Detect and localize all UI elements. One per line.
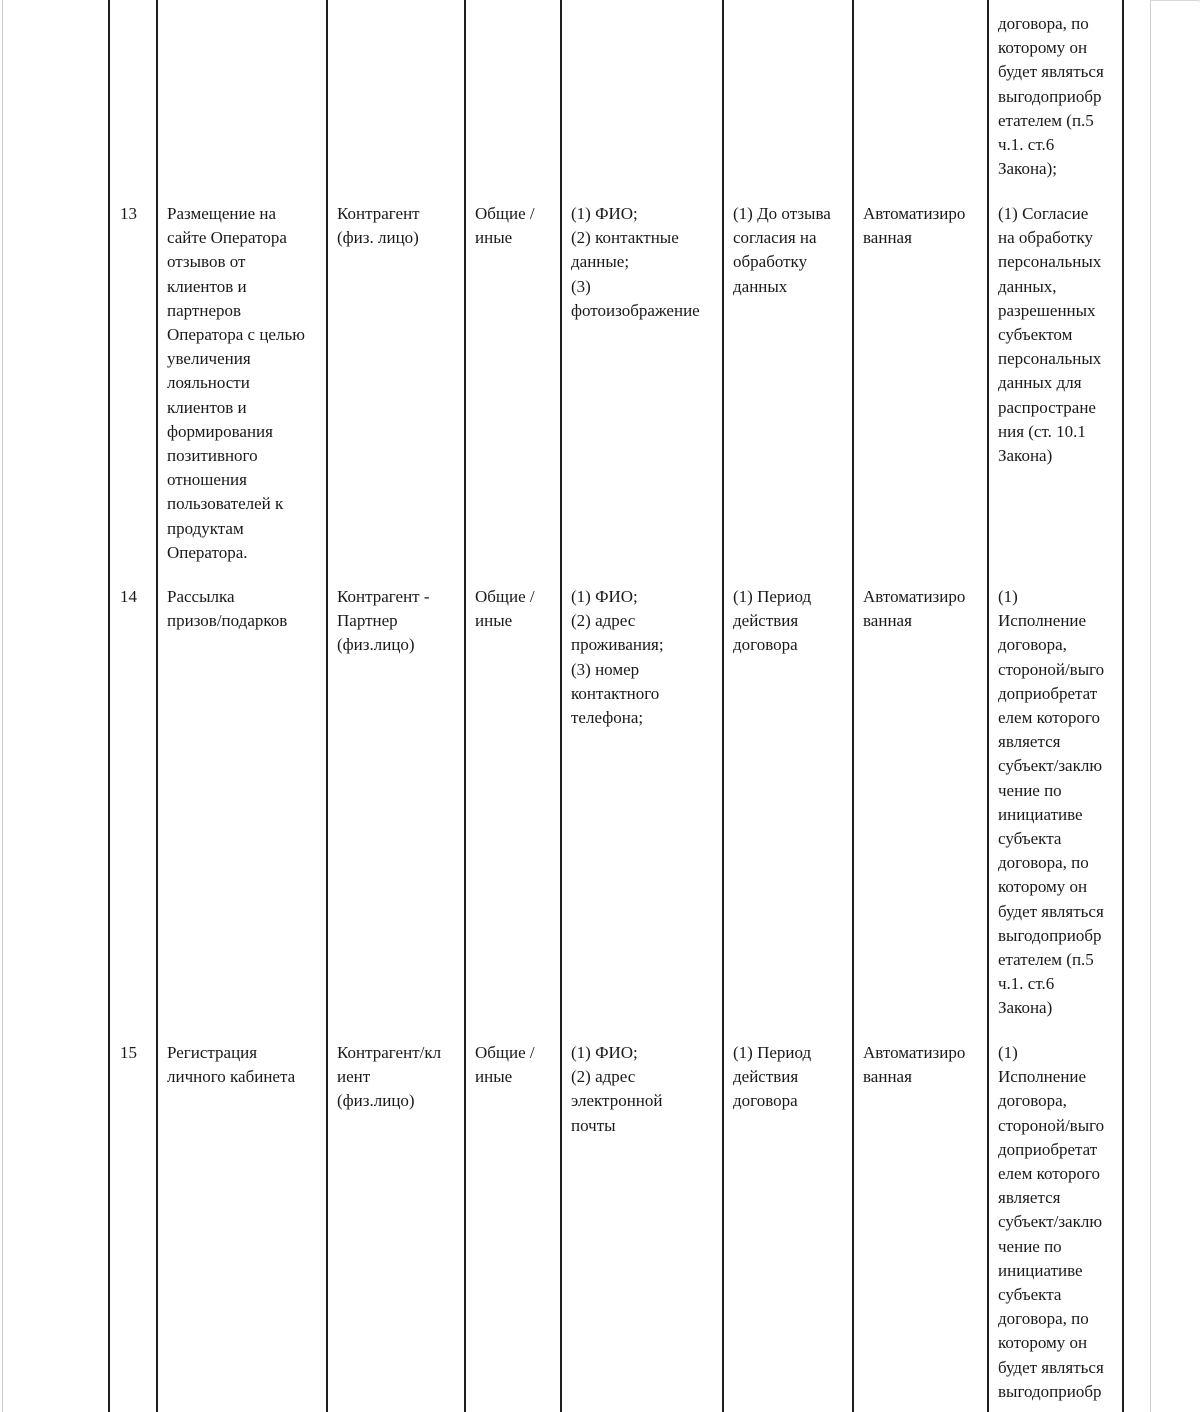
text-line: позитивного	[167, 446, 258, 466]
text-line: субъекта	[998, 829, 1062, 849]
legal-basis	[998, 202, 1101, 468]
processing-period	[733, 1041, 811, 1114]
text-line: елем которого	[998, 708, 1101, 728]
text-line: субъектом	[998, 325, 1073, 345]
text-line: (2) контактные	[571, 228, 679, 248]
text-line: которому он	[998, 1333, 1088, 1353]
text-line: стороной/выго	[998, 1115, 1105, 1135]
text-line: (1) До отзыва	[733, 204, 831, 223]
column-rule	[156, 0, 158, 1412]
text-line: Регистрация	[167, 1043, 258, 1062]
text-line: сайте Оператора	[167, 228, 287, 248]
text-line: иные	[475, 1067, 513, 1087]
page-edge	[1150, 0, 1151, 1412]
text-line: (1)	[998, 587, 1018, 606]
text-line: личного кабинета	[167, 1067, 296, 1087]
text-line: (1)	[998, 1043, 1018, 1062]
text-line: договора	[733, 635, 798, 655]
text-line: стороной/выго	[998, 659, 1105, 679]
text-line: Контрагент/кл	[337, 1043, 442, 1062]
text-line: обработку	[733, 252, 808, 272]
text-line: (3)	[571, 276, 591, 296]
text-line: субъект/заклю	[998, 1212, 1103, 1232]
data-subject	[337, 585, 430, 658]
text-line: увеличения	[167, 349, 251, 369]
text-line: (1) Согласие	[998, 204, 1089, 223]
column-rule	[1122, 0, 1124, 1412]
text-line: Закона)	[998, 446, 1053, 466]
data-category	[475, 585, 535, 633]
text-line: Оператора.	[167, 542, 248, 562]
text-line: которому он	[998, 38, 1088, 58]
processing-purpose	[167, 202, 305, 565]
text-line: отзывов от	[167, 252, 246, 272]
text-line: (1) ФИО;	[571, 587, 638, 606]
text-line: (2) адрес	[571, 611, 636, 631]
text-line: Общие /	[475, 587, 535, 606]
column-rule	[464, 0, 466, 1412]
processing-purpose	[167, 585, 287, 633]
text-line: отношения	[167, 470, 247, 490]
text-line: выгодоприобр	[998, 925, 1102, 945]
text-line: данных для	[998, 373, 1082, 393]
text-line: (физ.лицо)	[337, 1091, 415, 1111]
personal-data-list	[571, 585, 664, 730]
processing-method	[863, 585, 965, 633]
text-line: Оператора с целью	[167, 325, 305, 345]
text-line: клиентов и	[167, 276, 247, 296]
text-line: Закона)	[998, 998, 1053, 1018]
text-line: Исполнение	[998, 1067, 1087, 1087]
text-line: чение по	[998, 1236, 1062, 1256]
text-line: будет являться	[998, 62, 1104, 82]
processing-method	[863, 202, 965, 250]
processing-period	[733, 585, 811, 658]
text-line: Контрагент	[337, 204, 420, 223]
text-line: данных,	[998, 276, 1057, 296]
text-line: является	[998, 732, 1061, 752]
text-line: (1) ФИО;	[571, 1043, 638, 1062]
text-line: будет являться	[998, 1357, 1104, 1377]
text-line: Партнер	[337, 611, 398, 631]
text-line: доприобретат	[998, 683, 1098, 703]
text-line: субъекта	[998, 1285, 1062, 1305]
text-line: лояльности	[167, 373, 250, 393]
personal-data-list	[571, 1041, 662, 1138]
text-line: персональных	[998, 252, 1102, 272]
data-subject	[337, 202, 420, 250]
text-line: ч.1. ст.6	[998, 135, 1055, 155]
text-line: чение по	[998, 780, 1062, 800]
text-line: инициативе	[998, 804, 1083, 824]
text-line: Размещение на	[167, 204, 277, 223]
page-edge	[2, 0, 3, 1412]
text-line: распростране	[998, 397, 1096, 417]
text-line: (3) номер	[571, 659, 640, 679]
text-line: елем которого	[998, 1164, 1101, 1184]
column-rule	[108, 0, 110, 1412]
page-corner	[1150, 0, 1200, 4]
row-number: 14	[120, 587, 137, 606]
text-line: Автоматизиро	[863, 587, 966, 606]
text-line: согласия на	[733, 228, 817, 248]
text-line: пользователей к	[167, 494, 284, 514]
text-line: (1) ФИО;	[571, 204, 638, 223]
text-line: Контрагент -	[337, 587, 430, 606]
continued-legal-basis	[998, 12, 1104, 181]
text-line: ния (ст. 10.1	[998, 421, 1086, 441]
text-line: договора, по	[998, 853, 1089, 873]
legal-basis	[998, 1041, 1104, 1404]
row-number: 15	[120, 1043, 137, 1062]
text-line: проживания;	[571, 635, 664, 655]
text-line: выгодоприобр	[998, 1381, 1102, 1401]
text-line: на обработку	[998, 228, 1093, 248]
text-line: разрешенных	[998, 300, 1096, 320]
data-subject	[337, 1041, 441, 1114]
text-line: (1) Период	[733, 1043, 812, 1062]
text-line: партнеров	[167, 300, 242, 320]
text-line: иные	[475, 611, 513, 631]
text-line: (физ. лицо)	[337, 228, 419, 248]
text-line: договора,	[998, 1091, 1067, 1111]
text-line: контактного	[571, 683, 660, 703]
text-line: данные;	[571, 252, 630, 272]
text-line: иные	[475, 228, 513, 248]
text-line: Исполнение	[998, 611, 1087, 631]
column-rule	[326, 0, 328, 1412]
text-line: иент	[337, 1067, 371, 1087]
text-line: ч.1. ст.6	[998, 974, 1055, 994]
data-category	[475, 1041, 535, 1089]
text-line: действия	[733, 1067, 799, 1087]
text-line: фотоизображение	[571, 300, 700, 320]
text-line: которому он	[998, 877, 1088, 897]
processing-method	[863, 1041, 965, 1089]
column-rule	[852, 0, 854, 1412]
text-line: Автоматизиро	[863, 1043, 966, 1062]
text-line: персональных	[998, 349, 1102, 369]
text-line: формирования	[167, 421, 273, 441]
column-rule	[560, 0, 562, 1412]
text-line: является	[998, 1188, 1061, 1208]
text-line: почты	[571, 1115, 616, 1135]
column-rule	[987, 0, 989, 1412]
text-line: договора,	[998, 635, 1067, 655]
text-line: договора, по	[998, 14, 1089, 33]
text-line: выгодоприобр	[998, 86, 1102, 106]
text-line: призов/подарков	[167, 611, 288, 631]
text-line: субъект/заклю	[998, 756, 1103, 776]
text-line: доприобретат	[998, 1139, 1098, 1159]
text-line: телефона;	[571, 708, 644, 728]
text-line: етателем (п.5	[998, 110, 1094, 130]
text-line: ванная	[863, 1067, 912, 1087]
text-line: данных	[733, 276, 788, 296]
text-line: продуктам	[167, 518, 244, 538]
text-line: договора	[733, 1091, 798, 1111]
text-line: Общие /	[475, 204, 535, 223]
text-line: Общие /	[475, 1043, 535, 1062]
text-line: договора, по	[998, 1309, 1089, 1329]
text-line: (физ.лицо)	[337, 635, 415, 655]
text-line: электронной	[571, 1091, 663, 1111]
processing-purpose	[167, 1041, 295, 1089]
text-line: действия	[733, 611, 799, 631]
text-line: Рассылка	[167, 587, 235, 606]
text-line: (1) Период	[733, 587, 812, 606]
legal-basis	[998, 585, 1104, 1021]
personal-data-list	[571, 202, 700, 323]
processing-period	[733, 202, 831, 299]
text-line: (2) адрес	[571, 1067, 636, 1087]
text-line: клиентов и	[167, 397, 247, 417]
text-line: Закона);	[998, 159, 1057, 179]
text-line: будет являться	[998, 901, 1104, 921]
text-line: етателем (п.5	[998, 950, 1094, 970]
column-rule	[722, 0, 724, 1412]
text-line: ванная	[863, 611, 912, 631]
text-line: Автоматизиро	[863, 204, 966, 223]
text-line: ванная	[863, 228, 912, 248]
data-category	[475, 202, 535, 250]
text-line: инициативе	[998, 1260, 1083, 1280]
row-number: 13	[120, 204, 137, 223]
